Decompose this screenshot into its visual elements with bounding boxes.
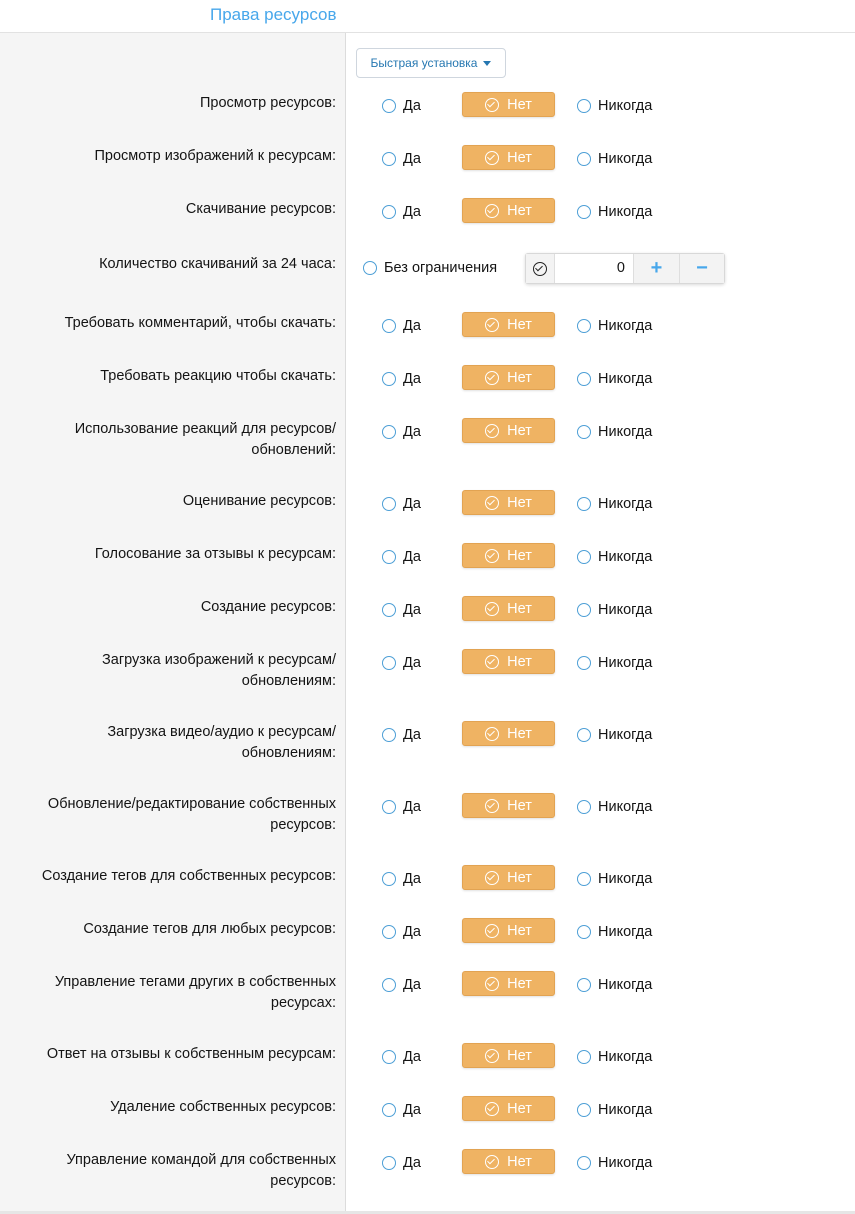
never-label: Никогда	[598, 799, 653, 815]
check-circle-icon	[485, 424, 499, 438]
radio-icon	[363, 261, 377, 275]
yes-radio[interactable]	[382, 151, 421, 167]
check-circle-icon	[485, 549, 499, 563]
radio-icon	[577, 205, 591, 219]
page-title: Права ресурсов	[210, 5, 337, 24]
permission-label: Обновление/редактирование собственных ресурсов:	[47, 796, 336, 833]
permission-label: Оценивание ресурсов:	[182, 493, 336, 509]
radio-icon	[382, 497, 396, 511]
no-radio-selected[interactable]	[462, 418, 555, 443]
no-radio-selected[interactable]	[462, 365, 555, 390]
radio-icon	[577, 99, 591, 113]
never-radio[interactable]	[577, 655, 652, 671]
yes-label: Да	[403, 98, 421, 114]
permission-label: Требовать реакцию чтобы скачать:	[100, 368, 336, 384]
never-radio[interactable]	[577, 924, 652, 940]
radio-icon	[382, 372, 396, 386]
no-label: Нет	[507, 600, 532, 617]
check-circle-icon	[485, 799, 499, 813]
no-radio-selected[interactable]	[462, 92, 555, 117]
no-label: Нет	[507, 96, 532, 113]
no-label: Нет	[507, 422, 532, 439]
no-radio-selected[interactable]	[462, 490, 555, 515]
radio-icon	[577, 319, 591, 333]
radio-icon	[382, 656, 396, 670]
no-label: Нет	[507, 149, 532, 166]
section-header	[0, 0, 855, 33]
no-label: Нет	[507, 922, 532, 939]
never-label: Никогда	[598, 655, 653, 671]
no-label: Нет	[507, 547, 532, 564]
check-circle-icon	[485, 98, 499, 112]
never-radio[interactable]	[577, 204, 652, 220]
unlimited-radio[interactable]	[363, 260, 497, 276]
never-label: Никогда	[598, 371, 653, 387]
yes-radio[interactable]	[382, 871, 421, 887]
check-circle-icon	[485, 602, 499, 616]
yes-label: Да	[403, 977, 421, 993]
radio-icon	[382, 1156, 396, 1170]
unlimited-label: Без ограничения	[384, 260, 498, 276]
yes-label: Да	[403, 424, 421, 440]
permission-label: Загрузка изображений к ресурсам/ обновлениям:	[102, 652, 336, 689]
permission-label: Создание ресурсов:	[200, 599, 336, 615]
permission-label: Удаление собственных ресурсов:	[110, 1099, 336, 1115]
yes-radio[interactable]	[382, 924, 421, 940]
yes-label: Да	[403, 655, 421, 671]
permission-label: Использование реакций для ресурсов/ обновлений:	[74, 421, 336, 458]
never-radio[interactable]	[577, 871, 652, 887]
yes-radio[interactable]	[382, 204, 421, 220]
yes-label: Да	[403, 549, 421, 565]
yes-label: Да	[403, 1155, 421, 1171]
check-circle-icon	[485, 204, 499, 218]
radio-icon	[577, 978, 591, 992]
no-radio-selected[interactable]	[462, 1043, 555, 1068]
yes-label: Да	[403, 151, 421, 167]
never-label: Никогда	[598, 318, 653, 334]
permission-label: Просмотр изображений к ресурсам:	[94, 148, 336, 164]
radio-icon	[577, 800, 591, 814]
no-radio-selected[interactable]	[462, 198, 555, 223]
never-radio[interactable]	[577, 602, 652, 618]
no-label: Нет	[507, 653, 532, 670]
no-radio-selected[interactable]	[462, 918, 555, 943]
yes-radio[interactable]	[382, 371, 421, 387]
permission-label: Управление тегами других в собственных ресурсах:	[54, 974, 336, 1011]
never-radio[interactable]	[577, 977, 652, 993]
check-circle-icon	[485, 1102, 499, 1116]
never-label: Никогда	[598, 549, 653, 565]
yes-radio[interactable]	[382, 799, 421, 815]
radio-icon	[577, 372, 591, 386]
radio-icon	[382, 925, 396, 939]
check-circle-icon	[485, 924, 499, 938]
yes-radio[interactable]	[382, 655, 421, 671]
permission-label: Управление командой для собственных ресурсов:	[66, 1152, 336, 1189]
radio-icon	[577, 1050, 591, 1064]
yes-radio[interactable]	[382, 727, 421, 743]
radio-icon	[577, 1103, 591, 1117]
quick-set-label: Быстрая установка	[370, 56, 478, 70]
radio-icon	[382, 319, 396, 333]
no-radio-selected[interactable]	[462, 312, 555, 337]
yes-radio[interactable]	[382, 1049, 421, 1065]
permission-label: Создание тегов для собственных ресурсов:	[41, 868, 336, 884]
never-label: Никогда	[598, 1049, 653, 1065]
no-radio-selected[interactable]	[462, 865, 555, 890]
no-label: Нет	[507, 202, 532, 219]
permission-label: Загрузка видео/аудио к ресурсам/ обновлениям:	[107, 724, 336, 761]
yes-label: Да	[403, 204, 421, 220]
never-radio[interactable]	[577, 371, 652, 387]
never-label: Никогда	[598, 602, 653, 618]
no-label: Нет	[507, 797, 532, 814]
yes-radio[interactable]	[382, 1155, 421, 1171]
decrement-button[interactable]: −	[679, 254, 724, 283]
yes-label: Да	[403, 1049, 421, 1065]
no-radio-selected[interactable]	[462, 145, 555, 170]
yes-label: Да	[403, 924, 421, 940]
check-circle-icon	[485, 977, 499, 991]
no-label: Нет	[507, 1047, 532, 1064]
no-radio-selected[interactable]	[462, 793, 555, 818]
never-label: Никогда	[598, 977, 653, 993]
yes-label: Да	[403, 318, 421, 334]
never-radio[interactable]	[577, 424, 652, 440]
radio-icon	[382, 800, 396, 814]
never-radio[interactable]	[577, 98, 652, 114]
no-label: Нет	[507, 1153, 532, 1170]
radio-icon	[577, 425, 591, 439]
radio-icon	[577, 550, 591, 564]
check-circle-icon	[485, 151, 499, 165]
never-label: Никогда	[598, 424, 653, 440]
check-circle-icon	[485, 496, 499, 510]
downloads-limit-label: Количество скачиваний за 24 часа:	[99, 256, 336, 272]
yes-radio[interactable]	[382, 496, 421, 512]
radio-icon	[382, 99, 396, 113]
radio-icon	[382, 152, 396, 166]
radio-icon	[577, 656, 591, 670]
never-radio[interactable]	[577, 496, 652, 512]
downloads-stepper	[525, 253, 725, 284]
no-label: Нет	[507, 494, 532, 511]
permission-label: Голосование за отзывы к ресурсам:	[94, 546, 336, 562]
permission-label: Создание тегов для любых ресурсов:	[83, 921, 336, 937]
permission-label: Ответ на отзывы к собственным ресурсам:	[46, 1046, 336, 1062]
no-label: Нет	[507, 975, 532, 992]
never-radio[interactable]	[577, 1102, 652, 1118]
quick-set-button[interactable]	[356, 48, 506, 78]
yes-label: Да	[403, 727, 421, 743]
check-circle-icon	[485, 655, 499, 669]
radio-icon	[382, 1050, 396, 1064]
yes-radio[interactable]	[382, 424, 421, 440]
never-radio[interactable]	[577, 318, 652, 334]
no-label: Нет	[507, 1100, 532, 1117]
yes-label: Да	[403, 1102, 421, 1118]
check-circle-icon	[533, 262, 547, 276]
yes-radio[interactable]	[382, 602, 421, 618]
yes-radio[interactable]	[382, 549, 421, 565]
radio-icon	[577, 603, 591, 617]
check-circle-icon	[485, 1155, 499, 1169]
radio-icon	[577, 1156, 591, 1170]
never-radio[interactable]	[577, 1155, 652, 1171]
yes-radio[interactable]	[382, 1102, 421, 1118]
yes-label: Да	[403, 602, 421, 618]
permission-label: Скачивание ресурсов:	[185, 201, 336, 217]
downloads-value-input[interactable]: 0	[555, 254, 634, 283]
yes-radio[interactable]	[382, 98, 421, 114]
increment-button[interactable]: +	[634, 254, 679, 283]
radio-icon	[577, 152, 591, 166]
never-radio[interactable]	[577, 151, 652, 167]
no-label: Нет	[507, 369, 532, 386]
never-label: Никогда	[598, 496, 653, 512]
never-label: Никогда	[598, 151, 653, 167]
never-radio[interactable]	[577, 549, 652, 565]
radio-icon	[382, 872, 396, 886]
never-radio[interactable]	[577, 1049, 652, 1065]
never-label: Никогда	[598, 204, 653, 220]
check-circle-icon	[485, 318, 499, 332]
no-radio-selected[interactable]	[462, 1096, 555, 1121]
no-label: Нет	[507, 725, 532, 742]
check-circle-icon	[485, 1049, 499, 1063]
never-label: Никогда	[598, 727, 653, 743]
radio-icon	[382, 425, 396, 439]
caret-down-icon	[483, 61, 491, 66]
check-circle-icon	[485, 871, 499, 885]
radio-icon	[382, 603, 396, 617]
permission-label: Просмотр ресурсов:	[200, 95, 336, 111]
yes-label: Да	[403, 371, 421, 387]
radio-icon	[382, 550, 396, 564]
no-radio-selected[interactable]	[462, 649, 555, 674]
yes-label: Да	[403, 799, 421, 815]
never-radio[interactable]	[577, 727, 652, 743]
yes-radio[interactable]	[382, 318, 421, 334]
limit-check-toggle[interactable]	[526, 254, 555, 283]
never-label: Никогда	[598, 924, 653, 940]
radio-icon	[382, 978, 396, 992]
radio-icon	[382, 205, 396, 219]
yes-label: Да	[403, 871, 421, 887]
radio-icon	[577, 872, 591, 886]
radio-icon	[577, 728, 591, 742]
never-label: Никогда	[598, 1102, 653, 1118]
yes-label: Да	[403, 496, 421, 512]
radio-icon	[577, 925, 591, 939]
never-radio[interactable]	[577, 799, 652, 815]
never-label: Никогда	[598, 1155, 653, 1171]
permission-label: Требовать комментарий, чтобы скачать:	[64, 315, 336, 331]
check-circle-icon	[485, 371, 499, 385]
radio-icon	[577, 497, 591, 511]
radio-icon	[382, 728, 396, 742]
no-radio-selected[interactable]	[462, 971, 555, 996]
never-label: Никогда	[598, 871, 653, 887]
yes-radio[interactable]	[382, 977, 421, 993]
no-radio-selected[interactable]	[462, 596, 555, 621]
never-label: Никогда	[598, 98, 653, 114]
no-label: Нет	[507, 316, 532, 333]
no-label: Нет	[507, 869, 532, 886]
check-circle-icon	[485, 727, 499, 741]
no-radio-selected[interactable]	[462, 721, 555, 746]
no-radio-selected[interactable]	[462, 543, 555, 568]
radio-icon	[382, 1103, 396, 1117]
no-radio-selected[interactable]	[462, 1149, 555, 1174]
